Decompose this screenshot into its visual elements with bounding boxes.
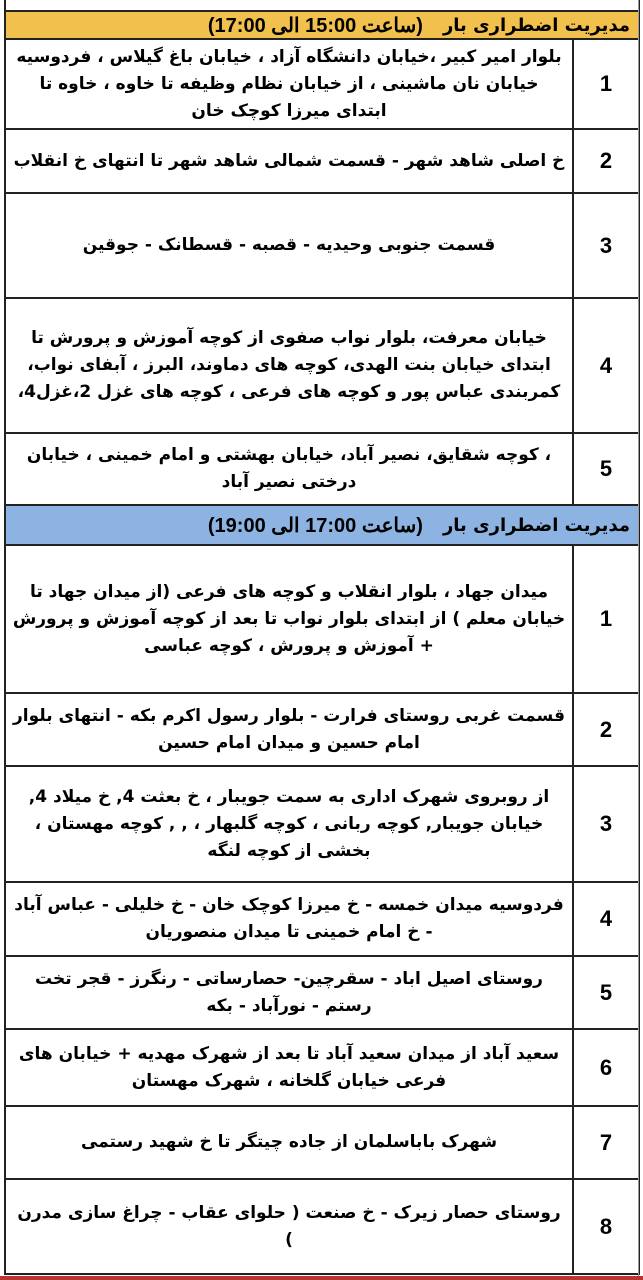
table-row bbox=[6, 957, 638, 1030]
row-areas: خ اصلی شاهد شهر - قسمت شمالی شاهد شهر تا انتهای خ انقلاب bbox=[13, 150, 565, 171]
table-row bbox=[6, 1180, 638, 1275]
row-areas: قسمت جنوبی وحیدیه - قصبه - قسطانک - جوقین bbox=[82, 235, 496, 255]
row-areas: روستای اصیل اباد - سقرچین- حصارساتی - رنگرز - قجر تخت رستم - نورآباد - بکه bbox=[35, 968, 543, 1016]
row-number: 3 bbox=[572, 194, 638, 297]
row-number: 1 bbox=[572, 40, 638, 128]
table-top-row bbox=[6, 0, 638, 12]
section-header-2 bbox=[6, 506, 638, 546]
row-number: 5 bbox=[572, 957, 638, 1028]
row-number: 2 bbox=[572, 130, 638, 192]
row-number: 4 bbox=[572, 299, 638, 432]
row-areas: بلوار امیر کبیر ،خیابان دانشگاه آزاد ، خیابان باغ گیلاس ، فردوسیه خیابان نان ماشینی ، از خیابان نظام وظیفه تا خاوه ، خاوه تا ابتدای میرزا کوچک خان bbox=[16, 46, 562, 121]
table-row bbox=[6, 130, 638, 194]
table-row bbox=[6, 1030, 638, 1107]
row-areas: خیابان معرفت، بلوار نواب صفوی از کوچه آموزش و پرورش تا ابتدای خیابان بنت الهدی، کوچه های دماوند، البرز ، آبفای نواب، کمربندی عباس پور و کوچه های فرعی ، کوچه های غزل 2،غزل4، bbox=[17, 328, 561, 402]
table-row bbox=[6, 1107, 638, 1180]
row-number: 2 bbox=[572, 694, 638, 765]
section-time: (ساعت 15:00 الی 17:00) bbox=[207, 14, 423, 37]
row-number: 8 bbox=[572, 1180, 638, 1273]
row-number: 6 bbox=[572, 1030, 638, 1105]
page-edge bbox=[638, 0, 643, 1276]
row-number: 3 bbox=[572, 767, 638, 881]
bottom-border bbox=[0, 1276, 643, 1280]
table-row bbox=[6, 434, 638, 506]
row-areas: قسمت غربی روستای فرارت - بلوار رسول اکرم بکه - انتهای بلوار امام حسین و میدان امام حسین bbox=[13, 705, 565, 753]
section-header-1 bbox=[6, 12, 638, 40]
row-number: 5 bbox=[572, 434, 638, 504]
section-title: مدیریت اضطراری بار bbox=[442, 514, 630, 536]
row-areas: ، کوچه شقایق، نصیر آباد، خیابان بهشتی و امام خمینی ، خیابان درختی نصیر آباد bbox=[26, 445, 552, 492]
table-row bbox=[6, 40, 638, 130]
table-row bbox=[6, 194, 638, 299]
row-areas: فردوسیه میدان خمسه - خ میرزا کوچک خان - خ خلیلی - عباس آباد - خ امام خمینی تا میدان منصوریان bbox=[14, 895, 564, 942]
row-number: 7 bbox=[572, 1107, 638, 1178]
row-number: 4 bbox=[572, 883, 638, 955]
table-row bbox=[6, 299, 638, 434]
table-row bbox=[6, 546, 638, 694]
row-areas: از روبروی شهرک اداری به سمت جویبار ، خ بعثت 4, خ میلاد 4, خیابان جویبار, کوچه ربانی ، کوچه گلبهار ، , , کوچه مهستان ، بخشی از کوچه لنگه bbox=[28, 786, 550, 861]
schedule-table bbox=[4, 0, 640, 1275]
table-row bbox=[6, 883, 638, 957]
table-row bbox=[6, 767, 638, 883]
row-areas: شهرک باباسلمان از جاده چیتگر تا خ شهید رستمی bbox=[80, 1132, 498, 1152]
row-areas: سعید آباد از میدان سعید آباد تا بعد از شهرک مهدیه + خیابان های فرعی خیابان گلخانه ، شهرک مهستان bbox=[18, 1043, 560, 1091]
section-title: مدیریت اضطراری بار bbox=[442, 14, 630, 36]
table-row bbox=[6, 694, 638, 767]
row-areas: روستای حصار زیرک - خ صنعت ( حلوای عقاب - چراغ سازی مدرن ) bbox=[17, 1202, 561, 1250]
row-areas: میدان جهاد ، بلوار انقلاب و کوچه های فرعی (از میدان جهاد تا خیابان معلم ) از ابتدای بلوار نواب تا بعد از کوچه آموزش و پرورش + آموزش و پرورش ، کوچه عباسی bbox=[12, 581, 566, 656]
row-number: 1 bbox=[572, 546, 638, 692]
section-time: (ساعت 17:00 الی 19:00) bbox=[207, 514, 423, 537]
